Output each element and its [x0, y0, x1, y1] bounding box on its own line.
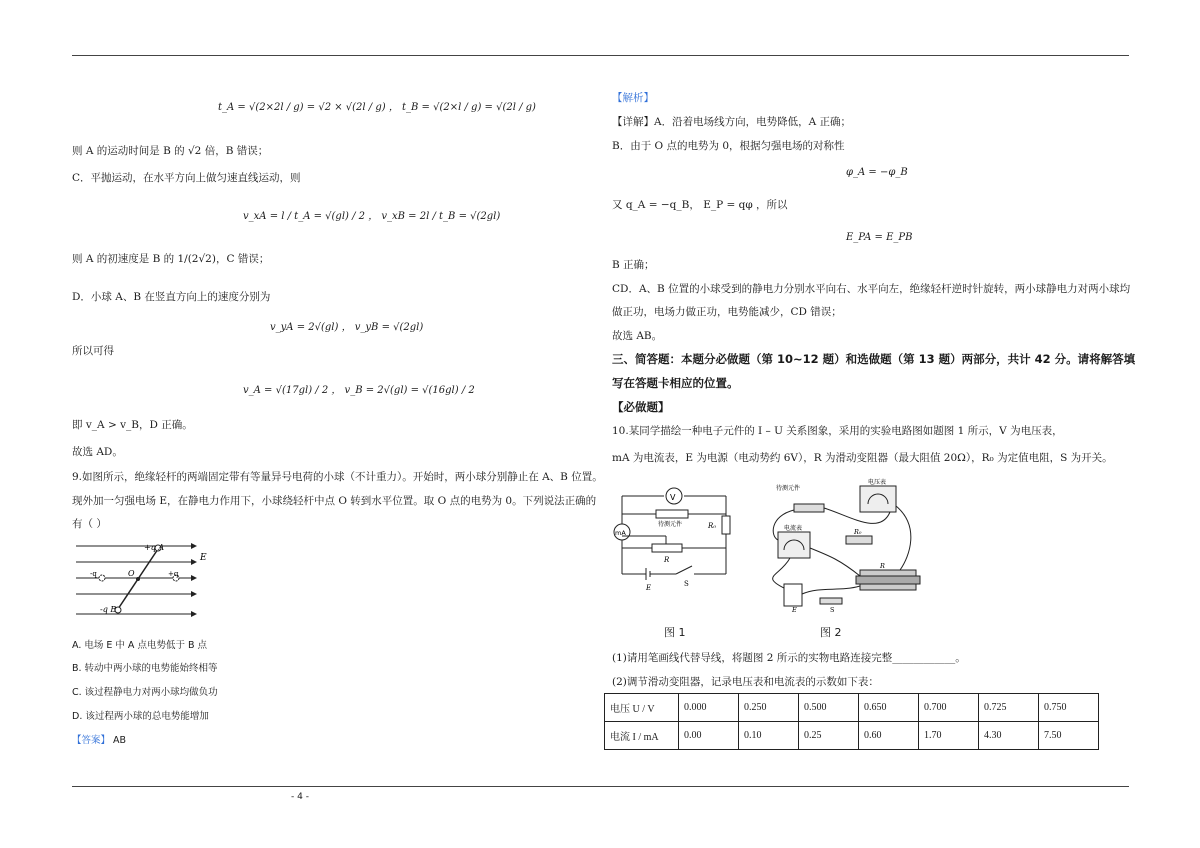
- equation-ep: E_PA = E_PB: [846, 232, 913, 243]
- label-ammeter-2: 电流表: [784, 525, 803, 532]
- text-right-b: B．由于 O 点的电势为 0，根据匀强电场的对称性: [612, 140, 845, 152]
- table-cell: 0.650: [859, 694, 919, 722]
- text-line-d2: 即 v_A > v_B，D 正确。: [72, 419, 193, 431]
- table-cell: 0.000: [679, 694, 739, 722]
- table-cell: 0.250: [739, 694, 799, 722]
- text-cd-line1: CD．A、B 位置的小球受到的静电力分别水平向右、水平向左，绝缘轻杆逆时针旋转，两小球静电力对两小球均: [612, 283, 1131, 295]
- text-line-so: 所以可得: [72, 345, 114, 357]
- question-10-part2: (2)调节滑动变阻器，记录电压表和电流表的示数如下表：: [612, 676, 879, 688]
- question-10-part1: (1)请用笔画线代替导线，将题图 2 所示的实物电路连接完整____________。: [612, 652, 966, 664]
- table-cell: 电压 U / V: [605, 694, 679, 722]
- table-cell: 4.30: [979, 722, 1039, 750]
- text-cd-line2: 做正功，电场力做正功，电势能减少，CD 错误；: [612, 306, 842, 318]
- label-r0-2: R₀: [854, 528, 862, 536]
- label-s: S: [684, 580, 689, 588]
- equation-time: t_A = √(2×2l / g) = √2 × √(2l / g) ， t_B = √(2×l / g) = √(2l / g): [218, 102, 536, 113]
- table-cell: 0.00: [679, 722, 739, 750]
- table-cell: 0.500: [799, 694, 859, 722]
- option-d: D. 该过程两小球的总电势能增加: [72, 711, 209, 722]
- answer-line: [72, 732, 126, 746]
- label-r: R: [664, 556, 670, 564]
- figure-1-circuit: [612, 482, 748, 602]
- equation-vx: v_xA = l / t_A = √(gl) / 2 ， v_xB = 2l / t_B = √(2gl): [243, 211, 501, 222]
- section3-line1: 三、简答题：本题分必做题（第 10~12 题）和选做题（第 13 题）两部分，共计 42 分。请将解答填: [612, 352, 1136, 366]
- page-number: - 4 -: [291, 792, 309, 802]
- table-cell: 0.10: [739, 722, 799, 750]
- top-rule: [72, 55, 1129, 56]
- option-c: C. 该过程静电力对两小球均做负功: [72, 687, 218, 698]
- equation-phi: φ_A = −φ_B: [846, 167, 908, 178]
- text-answer-ad: 故选 AD。: [72, 446, 123, 458]
- question-10-line1: 10.某同学描绘一种电子元件的 I – U 关系图象，采用的实验电路图如题图 1 所示，V 为电压表，: [612, 425, 1063, 437]
- label-milliammeter: mA: [615, 529, 626, 537]
- table-cell: 0.700: [919, 694, 979, 722]
- label-plus-q-right: +q: [168, 570, 179, 578]
- question-9-line3: 有（ ）: [72, 518, 107, 530]
- text-line-c: C．平抛运动，在水平方向上做匀速直线运动，则: [72, 172, 301, 184]
- label-voltmeter-2: 电压表: [868, 479, 887, 486]
- analysis-tag: 【解析】: [612, 92, 654, 104]
- label-e: E: [200, 553, 207, 563]
- table-cell: 1.70: [919, 722, 979, 750]
- label-e-source: E: [646, 584, 652, 592]
- label-o: O: [128, 569, 135, 578]
- table-cell: 0.25: [799, 722, 859, 750]
- option-b: B. 转动中两小球的电势能始终相等: [72, 663, 218, 674]
- label-s-2: S: [830, 606, 835, 614]
- bottom-rule: [72, 786, 1129, 787]
- figure-2-apparatus: [760, 476, 922, 614]
- detail-line: 【详解】A．沿着电场线方向，电势降低，A 正确；: [612, 116, 852, 128]
- answer-value: AB: [113, 735, 127, 746]
- text-right-also: 又 q_A = −q_B， E_P = qφ ，所以: [612, 199, 788, 211]
- figure-electric-field: [72, 538, 212, 630]
- table-row: [605, 722, 1099, 750]
- figure-2-caption: 图 2: [820, 626, 842, 639]
- section3-line2: 写在答题卡相应的位置。: [612, 376, 739, 390]
- text-b-correct: B 正确；: [612, 259, 655, 271]
- table-row: [605, 694, 1099, 722]
- question-9-line2: 现外加一匀强电场 E，在静电力作用下，小球绕轻杆中点 O 转到水平位置。取 O 点的电势为 0。下列说法正确的: [72, 495, 597, 507]
- label-e-2: E: [792, 606, 797, 614]
- label-voltmeter: V: [670, 493, 676, 502]
- question-9-line1: 9.如图所示，绝缘轻杆的两端固定带有等量异号电荷的小球（不计重力）。开始时，两小球分别静止在 A、B 位置。: [72, 471, 603, 483]
- table-cell: 电流 I / mA: [605, 722, 679, 750]
- label-element-2: 待测元件: [776, 485, 801, 492]
- option-a: A. 电场 E 中 A 点电势低于 B 点: [72, 640, 208, 651]
- question-10-line2: mA 为电流表，E 为电源（电动势约 6V），R 为滑动变阻器（最大阻值 20Ω），R₀ 为定值电阻，S 为开关。: [612, 452, 1113, 464]
- table-cell: 0.60: [859, 722, 919, 750]
- text-line-b: 则 A 的运动时间是 B 的 √2 倍，B 错误；: [72, 145, 269, 157]
- label-minus-q-left: -q: [90, 570, 97, 578]
- table-cell: 0.750: [1039, 694, 1099, 722]
- label-plus-q-a: +q A: [144, 543, 165, 552]
- required-heading: 【必做题】: [612, 400, 670, 414]
- answer-tag: 【答案】: [72, 735, 111, 746]
- data-table: [604, 693, 1099, 750]
- label-element: 待测元件: [658, 521, 683, 528]
- label-minus-q-b: -q B: [100, 605, 117, 614]
- figure-1-caption: 图 1: [664, 626, 686, 639]
- text-line-c2: 则 A 的初速度是 B 的 1/(2√2)，C 错误；: [72, 253, 270, 265]
- equation-vab: v_A = √(17gl) / 2 ， v_B = 2√(gl) = √(16gl) / 2: [243, 385, 475, 396]
- label-r0: R₀: [708, 522, 717, 530]
- table-cell: 0.725: [979, 694, 1039, 722]
- label-r-2: R: [880, 562, 885, 570]
- table-cell: 7.50: [1039, 722, 1099, 750]
- text-answer-ab: 故选 AB。: [612, 330, 663, 342]
- text-line-d: D．小球 A、B 在竖直方向上的速度分别为: [72, 291, 271, 303]
- equation-vy: v_yA = 2√(gl) ， v_yB = √(2gl): [270, 322, 424, 333]
